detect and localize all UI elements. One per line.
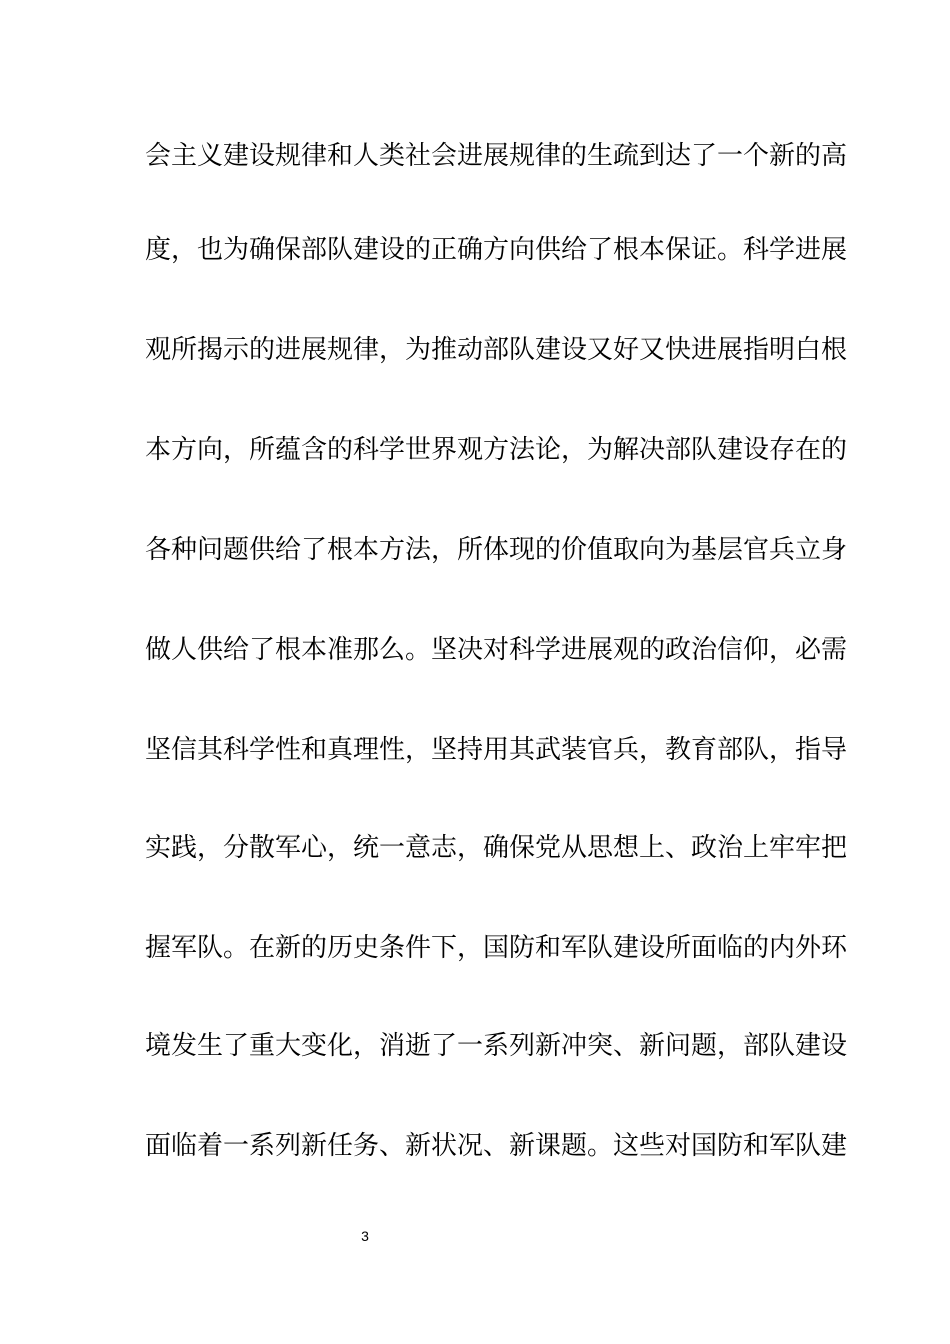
body-text-line: 做人供给了根本准那么。坚决对科学进展观的政治信仰，必需 [145,635,848,665]
body-text-line: 境发生了重大变化，消逝了一系列新冲突、新问题，部队建设 [145,1031,848,1061]
body-text-line: 实践，分散军心，统一意志，确保党从思想上、政治上牢牢把 [145,833,848,863]
body-text-line: 握军队。在新的历史条件下，国防和军队建设所面临的内外环 [145,933,848,963]
body-text-line: 度，也为确保部队建设的正确方向供给了根本保证。科学进展 [145,235,848,265]
body-text-line: 面临着一系列新任务、新状况、新课题。这些对国防和军队建 [145,1131,848,1161]
body-text-line: 本方向，所蕴含的科学世界观方法论，为解决部队建设存在的 [145,435,848,465]
body-text-line: 观所揭示的进展规律，为推动部队建设又好又快进展指明白根 [145,335,848,365]
page-number: 3 [361,1228,369,1244]
body-text-line: 会主义建设规律和人类社会进展规律的生疏到达了一个新的高 [145,141,848,171]
body-text-line: 各种问题供给了根本方法，所体现的价值取向为基层官兵立身 [145,535,848,565]
body-text-line: 坚信其科学性和真理性，坚持用其武装官兵，教育部队，指导 [145,735,848,765]
